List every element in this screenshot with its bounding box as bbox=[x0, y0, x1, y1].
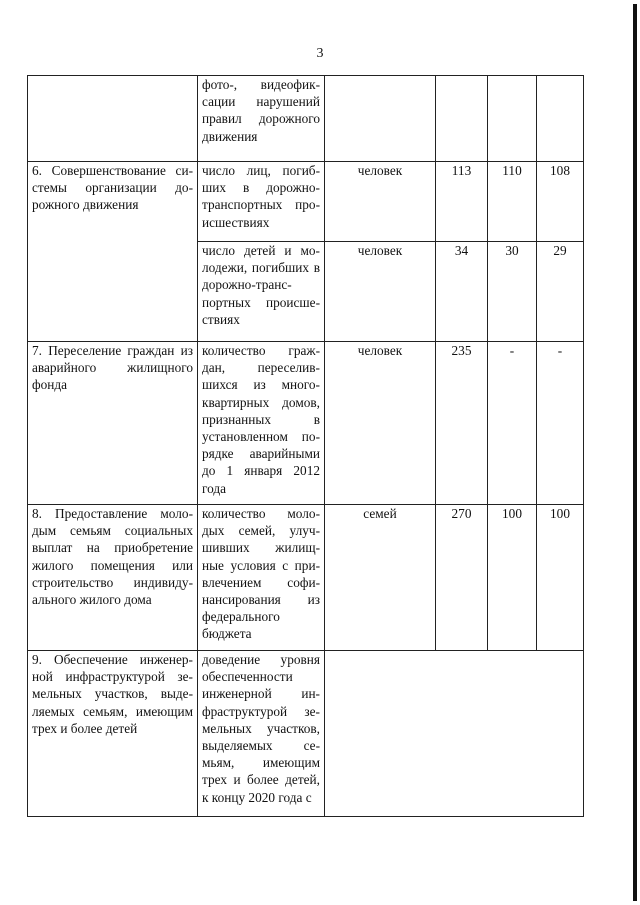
table-row bbox=[28, 162, 584, 242]
page-edge-line bbox=[633, 4, 637, 901]
indicator-cell: фото-, видеофик- сации нарушений правил дорожного движения bbox=[198, 76, 325, 162]
value-cell: 29 bbox=[537, 242, 584, 342]
values-cell-empty bbox=[325, 651, 584, 817]
value-cell bbox=[488, 76, 537, 162]
value-cell: 110 bbox=[488, 162, 537, 242]
table-row bbox=[28, 342, 584, 505]
value-cell: 270 bbox=[436, 505, 488, 651]
indicator-cell: количество моло- дых семей, улуч- шивших жилищ- ные условия с при- влечением софи- нансирования из федерального бюджета bbox=[198, 505, 325, 651]
unit-cell: семей bbox=[325, 505, 436, 651]
value-cell: 108 bbox=[537, 162, 584, 242]
table-row bbox=[28, 76, 584, 162]
task-cell: 7. Переселение граждан из аварийного жилищного фонда bbox=[28, 342, 198, 505]
indicator-cell: доведение уровня обеспеченности инженерной ин- фраструктурой зе- мельных участков, выделяемых се- мьям, имеющим трех и более детей, к концу 2020 года с bbox=[198, 651, 325, 817]
table-row bbox=[28, 505, 584, 651]
targets-table bbox=[27, 75, 584, 817]
unit-cell: человек bbox=[325, 242, 436, 342]
unit-cell: человек bbox=[325, 342, 436, 505]
indicator-cell: число детей и мо- лодежи, погибших в дорожно-транс- портных происше- ствиях bbox=[198, 242, 325, 342]
task-cell bbox=[28, 76, 198, 162]
value-cell bbox=[436, 76, 488, 162]
page-number: 3 bbox=[316, 46, 324, 61]
value-cell: 34 bbox=[436, 242, 488, 342]
value-cell bbox=[537, 76, 584, 162]
value-cell: 30 bbox=[488, 242, 537, 342]
unit-cell bbox=[325, 76, 436, 162]
unit-cell: человек bbox=[325, 162, 436, 242]
task-cell: 8. Предоставление моло- дым семьям социальных выплат на приобретение жилого помещения или строительство индивиду- ального жилого дома bbox=[28, 505, 198, 651]
value-cell: 100 bbox=[488, 505, 537, 651]
indicator-cell: число лиц, погиб- ших в дорожно- транспортных про- исшествиях bbox=[198, 162, 325, 242]
value-cell: 100 bbox=[537, 505, 584, 651]
task-cell: 9. Обеспечение инженер- ной инфраструктурой зе- мельных участков, выде- ляемых семьям, имеющим трех и более детей bbox=[28, 651, 198, 817]
task-cell: 6. Совершенствование си- стемы организации до- рожного движения bbox=[28, 162, 198, 342]
value-cell: 113 bbox=[436, 162, 488, 242]
indicator-cell: количество граж- дан, переселив- шихся из много- квартирных домов, признанных в установленном по- рядке аварийными до 1 января 2012 года bbox=[198, 342, 325, 505]
value-cell: 235 bbox=[436, 342, 488, 505]
table-row bbox=[28, 651, 584, 817]
value-cell: - bbox=[488, 342, 537, 505]
value-cell: - bbox=[537, 342, 584, 505]
